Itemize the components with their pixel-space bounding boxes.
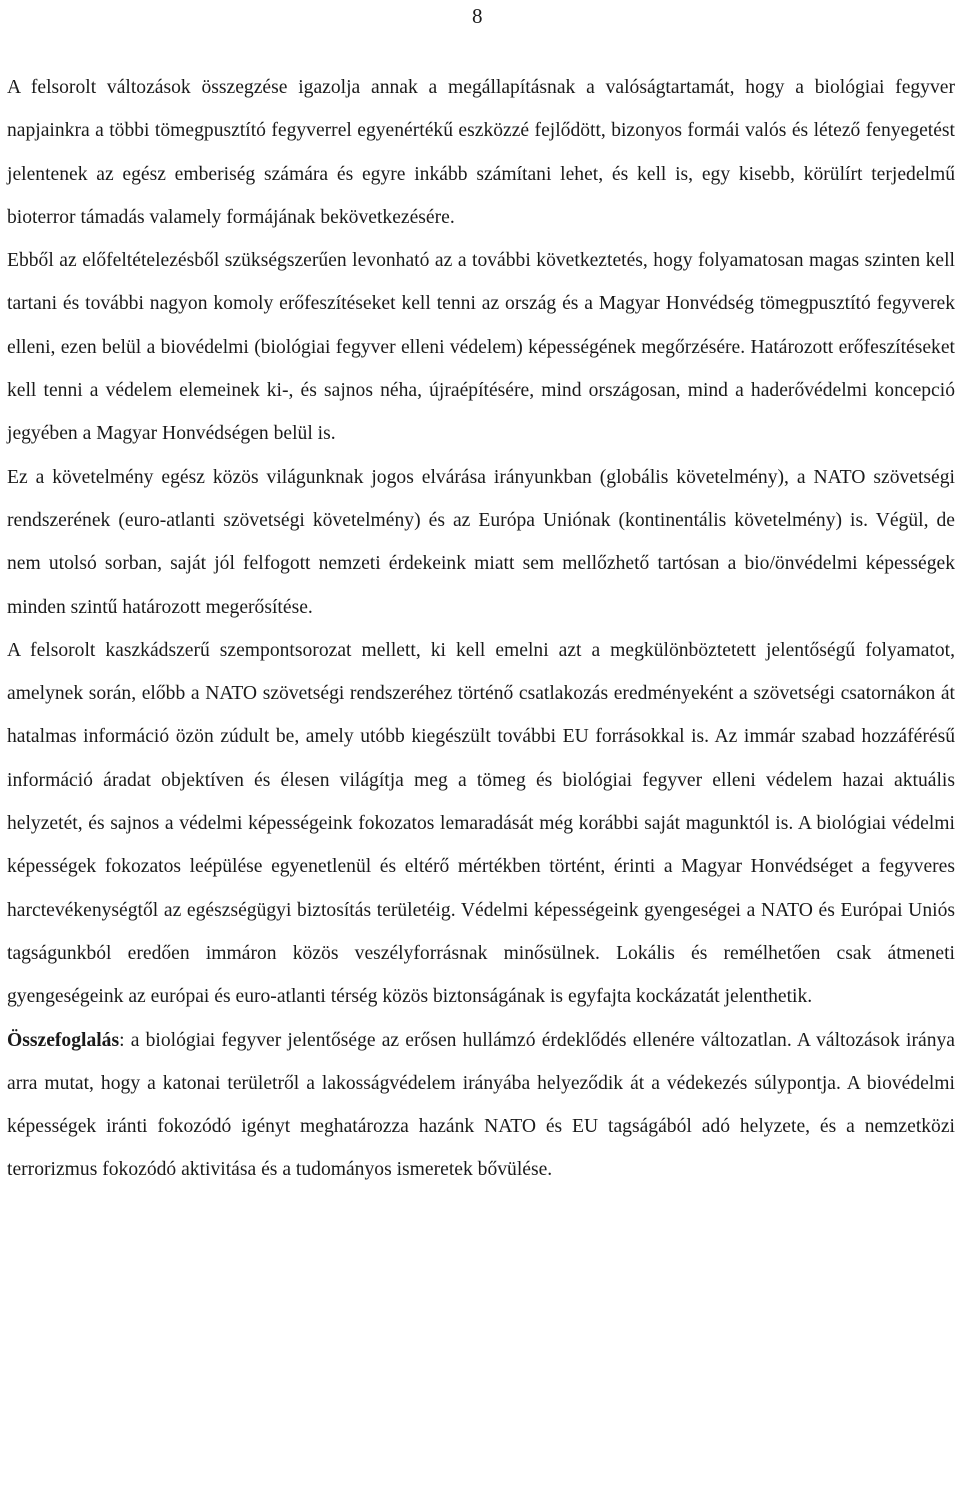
- page-number: 8: [472, 4, 483, 28]
- paragraph-summary: [7, 1019, 955, 1192]
- summary-label: Összefoglalás: [7, 1029, 120, 1051]
- paragraph-4: A felsorolt kaszkádszerű szempontsorozat mellett, ki kell emelni azt a megkülönböztetett jelentőségű folyamatot, amelynek során, előbb a NATO szövetségi rendszeréhez történő csatlakozás eredményeként a szövetségi csatornákon át hatalmas információ özön zúdult be, amely utóbb kiegészült további EU forrásokkal is. Az immár szabad hozzáférésű információ áradat objektíven és élesen világítja meg a tömeg és biológiai fegyver elleni védelem hazai aktuális helyzetét, és sajnos a védelmi képességeink fokozatos lemaradását még korábbi saját magunktól is. A biológiai védelmi képességek fokozatos leépülése egyenetlenül és eltérő mértékben történt, érinti a Magyar Honvédséget a fegyveres harctevékenységtől az egészségügyi biztosítás területéig. Védelmi képességeink gyengeségei a NATO és Európai Uniós tagságunkból eredően immáron közös veszélyforrásnak minősülnek. Lokális és remélhetően csak átmeneti gyengeségeink az európai és euro-atlanti térség közös biztonságának is egyfajta kockázatát jelenthetik.: [7, 639, 955, 1008]
- body-text: [7, 66, 955, 1192]
- paragraph-2: Ebből az előfeltételezésből szükségszerűen levonható az a további következtetés, hogy folyamatosan magas szinten kell tartani és további nagyon komoly erőfeszítéseket kell tenni az ország és a Magyar Honvédség tömegpusztító fegyverek elleni, ezen belül a biovédelmi (biológiai fegyver elleni védelem) képességének megőrzésére. Határozott erőfeszítéseket kell tenni a védelem elemeinek ki-, és sajnos néha, újraépítésére, mind országosan, mind a haderővédelmi koncepció jegyében a Magyar Honvédségen belül is.: [7, 250, 955, 445]
- summary-text: : a biológiai fegyver jelentősége az erősen hullámzó érdeklődés ellenére változatlan. A változások iránya arra mutat, hogy a katonai területről a lakosságvédelem irányába helyeződik át a védekezés súlypontja. A biovédelmi képességek iránti fokozódó igényt meghatározza hazánk NATO és EU tagságából adó helyzete, és a nemzetközi terrorizmus fokozódó aktivitása és a tudományos ismeretek bővülése.: [7, 1029, 955, 1181]
- paragraph-3: Ez a követelmény egész közös világunknak jogos elvárása irányunkban (globális követelmény), a NATO szövetségi rendszerének (euro-atlanti szövetségi követelmény) és az Európa Uniónak (kontinentális követelmény) is. Végül, de nem utolsó sorban, saját jól felfogott nemzeti érdekeink miatt sem mellőzhető tartósan a bio/önvédelmi képességek minden szintű határozott megerősítése.: [7, 466, 955, 618]
- paragraph-1: A felsorolt változások összegzése igazolja annak a megállapításnak a valóságtartamát, hogy a biológiai fegyver napjainkra a többi tömegpusztító fegyverrel egyenértékű eszközzé fejlődött, bizonyos formái valós és létező fenyegetést jelentenek az egész emberiség számára és egyre inkább számítani lehet, és kell is, egy kisebb, körülírt terjedelmű bioterror támadás valamely formájának bekövetkezésére.: [7, 77, 955, 228]
